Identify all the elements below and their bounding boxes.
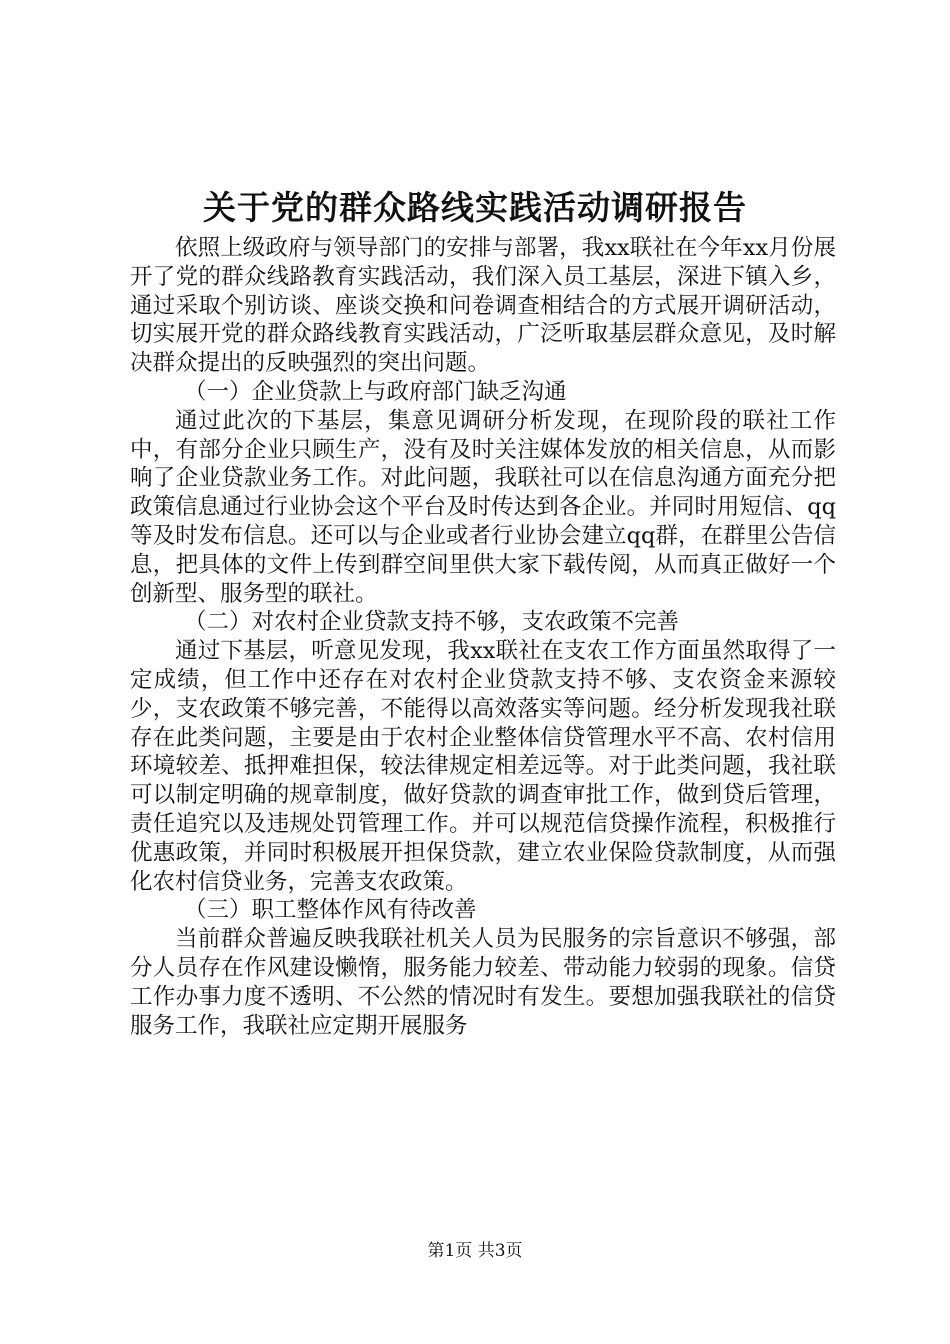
section-heading-1: （一）企业贷款上与政府部门缺乏沟通	[184, 378, 567, 405]
section-heading-3: （三）职工整体作风有待改善	[184, 897, 477, 924]
section-paragraph-1: 通过此次的下基层，集意见调研分析发现，在现阶段的联社工作中，有部分企业只顾生产，没有及时关注媒体发放的相关信息，从而影响了企业贷款业务工作。对此问题，我联社可以在信息沟通方面充分把政策信息通过行业协会这个平台及时传达到各企业。并同时用短信、qq等及时发布信息。还可以与企业或者行业协会建立qq群，在群里公告信息，把具体的文件上传到群空间里供大家下载传阅，从而真正做好一个创新型、服务型的联社。	[130, 407, 836, 607]
section-paragraph-3: 当前群众普遍反映我联社机关人员为民服务的宗旨意识不够强，部分人员存在作风建设懒惰，服务能力较差、带动能力较弱的现象。信贷工作办事力度不透明、不公然的情况时有发生。要想加强我联社的信贷服务工作，我联社应定期开展服务	[130, 926, 836, 1039]
page-footer: 第1页 共3页	[427, 1241, 523, 1261]
section-heading-2: （二）对农村企业贷款支持不够，支农政策不完善	[184, 609, 680, 636]
document-body	[130, 234, 836, 1040]
document-title: 关于党的群众路线实践活动调研报告	[203, 188, 747, 227]
intro-paragraph: 依照上级政府与领导部门的安排与部署，我xx联社在今年xx月份展开了党的群众线路教育实践活动，我们深入员工基层，深进下镇入乡，通过采取个别访谈、座谈交换和问卷调查相结合的方式展开调研活动，切实展开党的群众路线教育实践活动，广泛听取基层群众意见，及时解决群众提出的反映强烈的突出问题。	[130, 235, 836, 377]
section-paragraph-2: 通过下基层，听意见发现，我xx联社在支农工作方面虽然取得了一定成绩，但工作中还存在对农村企业贷款支持不够、支农资金来源较少，支农政策不够完善，不能得以高效落实等问题。经分析发现我社联存在此类问题，主要是由于农村企业整体信贷管理水平不高、农村信用环境较差、抵押难担保，较法律规定相差远等。对于此类问题，我社联可以制定明确的规章制度，做好贷款的调查审批工作，做到贷后管理，责任追究以及违规处罚管理工作。并可以规范信贷操作流程，积极推行优惠政策，并同时积极展开担保贷款，建立农业保险贷款制度，从而强化农村信贷业务，完善支农政策。	[130, 638, 836, 895]
